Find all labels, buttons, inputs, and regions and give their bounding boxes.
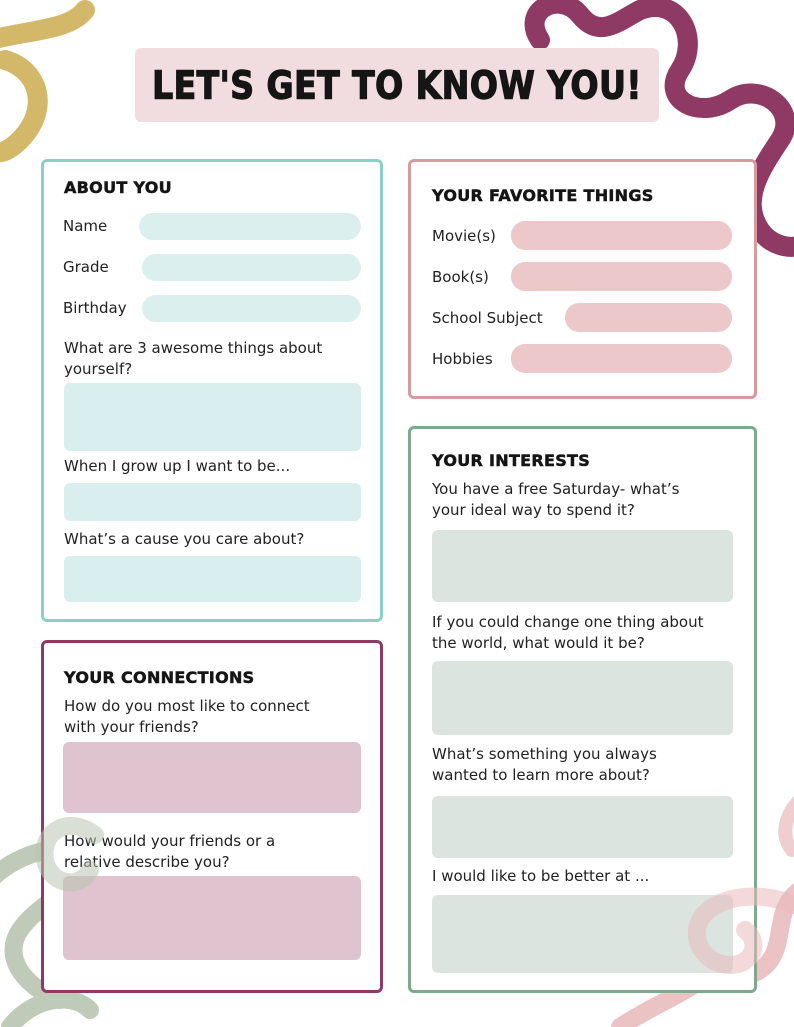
free-saturday-question: You have a free Saturday- what’s your ideal way to spend it? — [432, 480, 680, 519]
favorite-things-heading: YOUR FAVORITE THINGS — [432, 186, 654, 205]
learn-more-answer-box[interactable] — [432, 796, 733, 858]
school-subject-field[interactable] — [565, 303, 732, 332]
awesome-things-answer-box[interactable] — [64, 383, 361, 451]
interests-panel — [408, 426, 757, 993]
movies-field[interactable] — [511, 221, 732, 250]
describe-you-question: How would your friends or a relative describe you? — [64, 832, 276, 871]
about-you-heading: ABOUT YOU — [64, 178, 172, 197]
grow-up-question: When I grow up I want to be... — [64, 457, 291, 475]
cause-answer-box[interactable] — [64, 556, 361, 602]
awesome-things-question: What are 3 awesome things about yourself? — [64, 339, 323, 378]
learn-more-question: What’s something you always wanted to learn more about? — [432, 745, 657, 784]
connect-friends-question: How do you most like to connect with your friends? — [64, 697, 310, 736]
mustard-squiggle-decoration — [0, 10, 85, 153]
connect-friends-answer-box[interactable] — [63, 742, 361, 813]
describe-you-answer-box[interactable] — [63, 876, 361, 960]
school-subject-label: School Subject — [432, 309, 543, 327]
cause-question: What’s a cause you care about? — [64, 530, 305, 548]
favorite-things-panel — [408, 159, 757, 399]
books-field[interactable] — [511, 262, 732, 291]
movies-label: Movie(s) — [432, 227, 496, 245]
pink-arc-edge-decoration — [785, 800, 794, 850]
better-at-question: I would like to be better at ... — [432, 867, 650, 885]
grade-field[interactable] — [142, 254, 361, 281]
about-you-panel — [41, 159, 383, 622]
hobbies-field[interactable] — [511, 344, 732, 373]
grow-up-answer-box[interactable] — [64, 483, 361, 521]
better-at-answer-box[interactable] — [432, 895, 733, 973]
connections-panel — [41, 640, 383, 993]
connections-heading: YOUR CONNECTIONS — [64, 668, 255, 687]
interests-heading: YOUR INTERESTS — [432, 451, 591, 470]
name-field[interactable] — [139, 213, 361, 240]
title-banner — [135, 48, 659, 122]
change-world-question: If you could change one thing about the world, what would it be? — [432, 613, 704, 652]
grade-label: Grade — [63, 258, 109, 276]
birthday-field[interactable] — [142, 295, 361, 322]
page-title: LET'S GET TO KNOW YOU! — [152, 62, 642, 108]
name-label: Name — [63, 217, 108, 235]
hobbies-label: Hobbies — [432, 350, 493, 368]
birthday-label: Birthday — [63, 299, 127, 317]
books-label: Book(s) — [432, 268, 489, 286]
free-saturday-answer-box[interactable] — [432, 530, 733, 602]
change-world-answer-box[interactable] — [432, 661, 733, 735]
